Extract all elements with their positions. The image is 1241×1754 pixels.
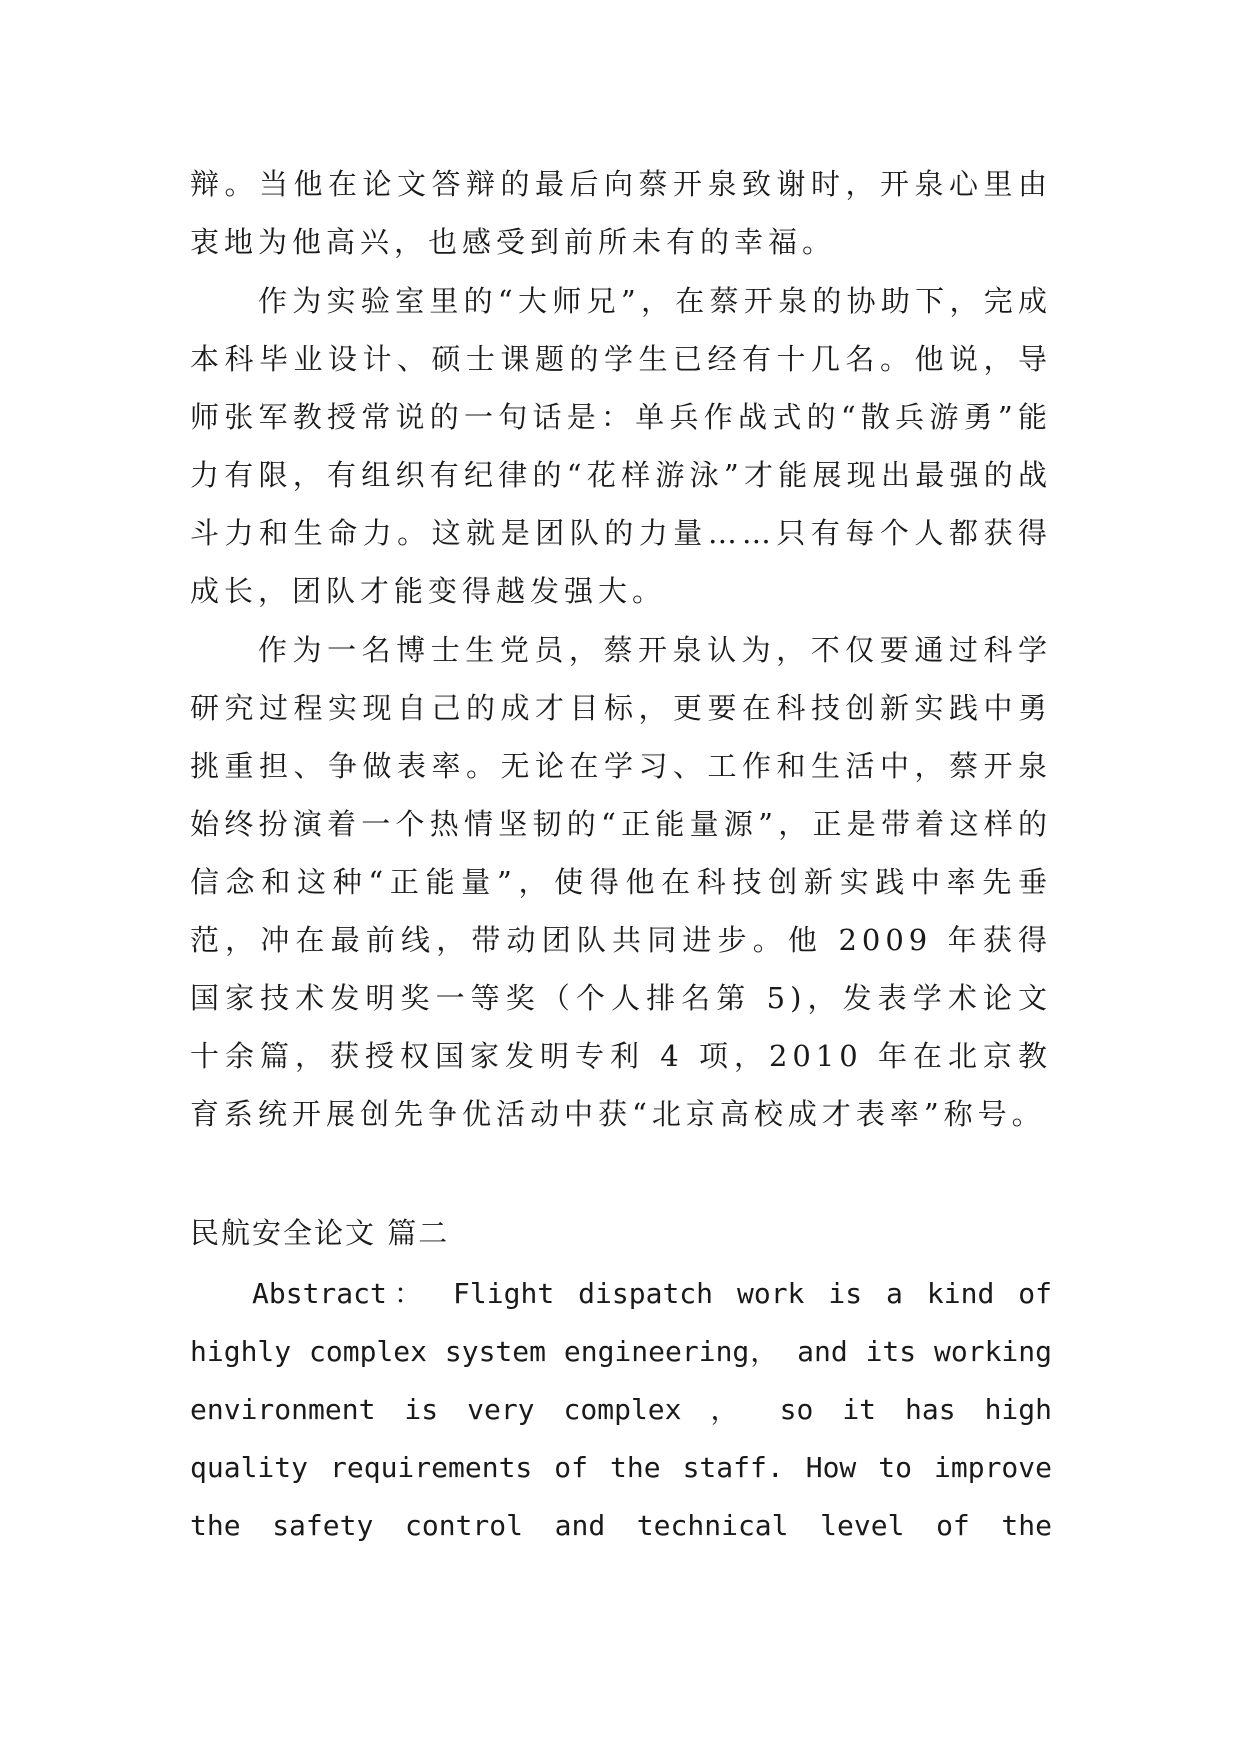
section-heading: 民航安全论文 篇二 xyxy=(190,1216,450,1250)
abstract-paragraph: Abstract： Flight dispatch work is a kind of highly complex system engineering， and its working environment is very complex ， so it has high quality requirements of the staff. How to improve the safety control and technical level of the xyxy=(190,1277,1052,1542)
paragraph-3: 作为一名博士生党员，蔡开泉认为，不仅要通过科学研究过程实现自己的成才目标，更要在科技创新实践中勇挑重担、争做表率。无论在学习、工作和生活中，蔡开泉始终扮演着一个热情坚韧的“正能量源”，正是带着这样的信念和这种“正能量”，使得他在科技创新实践中率先垂范，冲在最前线，带动团队共同进步。他 2009 年获得国家技术发明奖一等奖（个人排名第 5)，发表学术论文十余篇，获授权国家发明专利 4 项，2010 年在北京教育系统开展创先争优活动中获“北京高校成才表率”称号。 xyxy=(190,633,1052,1131)
paragraph-2: 作为实验室里的“大师兄”，在蔡开泉的协助下，完成本科毕业设计、硕士课题的学生已经有十几名。他说，导师张军教授常说的一句话是：单兵作战式的“散兵游勇”能力有限，有组织有纪律的“花样游泳”才能展现出最强的战斗力和生命力。这就是团队的力量……只有每个人都获得成长，团队才能变得越发强大。 xyxy=(190,284,1052,608)
paragraph-1: 辩。当他在论文答辩的最后向蔡开泉致谢时，开泉心里由衷地为他高兴，也感受到前所未有的幸福。 xyxy=(190,167,1052,259)
